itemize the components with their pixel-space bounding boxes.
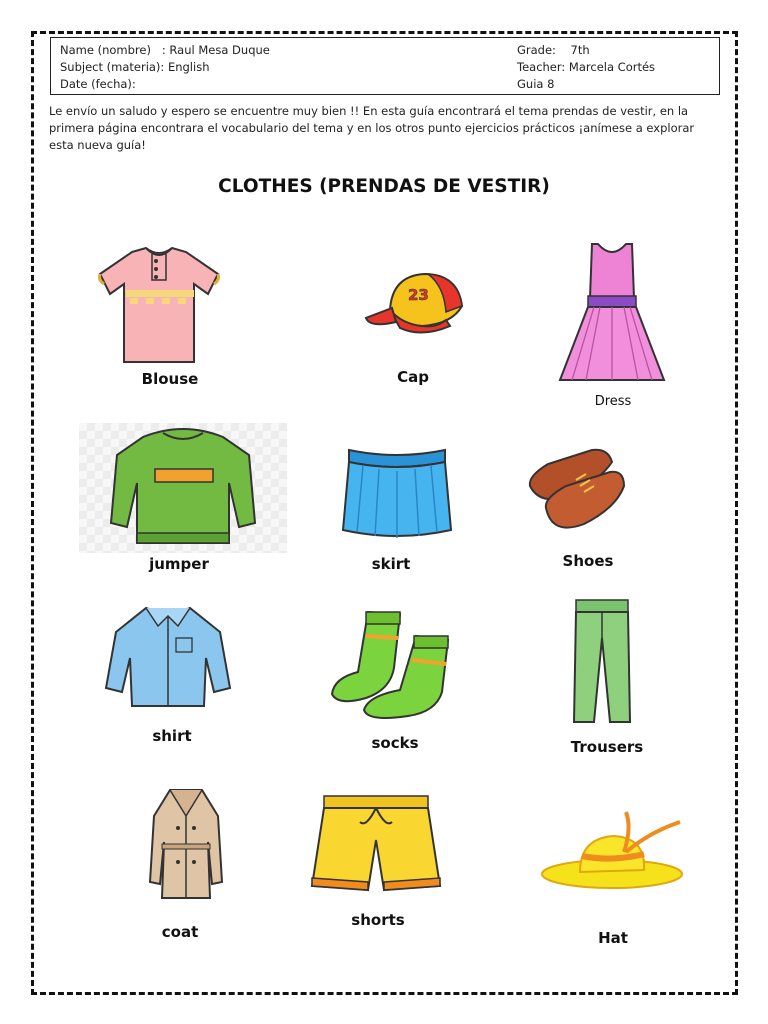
label-trousers: Trousers [570,738,644,756]
label-blouse: Blouse [141,370,199,388]
label-coat: coat [161,923,199,941]
label-dress: Dress [594,394,632,409]
teacher-field: Teacher: Marcela Cortés [517,60,656,74]
coat-icon [148,786,224,902]
cap-icon [362,266,470,340]
shirt-icon [102,602,234,712]
student-info-header [50,37,720,95]
date-field: Date (fecha): [60,77,136,91]
dress-icon [556,240,668,386]
hat-icon [540,808,686,892]
skirt-icon [341,444,453,544]
jumper-icon [79,423,287,553]
label-shorts: shorts [351,911,405,929]
label-socks: socks [371,734,419,752]
label-hat: Hat [598,929,628,947]
shoes-icon [526,446,626,540]
guide-field: Guia 8 [517,77,555,91]
label-shirt: shirt [152,727,192,745]
grade-field: Grade: 7th [517,43,590,57]
label-cap: Cap [397,368,429,386]
page-title: CLOTHES (PRENDAS DE VESTIR) [218,176,550,197]
label-jumper: jumper [149,555,209,573]
name-field: Name (nombre) : Raul Mesa Duque [60,43,270,57]
label-skirt: skirt [371,555,411,573]
label-shoes: Shoes [562,552,614,570]
blouse-icon [94,244,224,370]
shorts-icon [308,792,442,896]
subject-field: Subject (materia): English [60,60,210,74]
intro-paragraph: Le envío un saludo y espero se encuentre muy bien !! En esta guía encontrará el tema prendas de vestir, en la primera página encontrara el vocabulario del tema y en los otros punto ejercicios prácticos ¡anímese a explorar esta nueva guía! [49,104,695,152]
cap-number: 23 [408,286,429,304]
socks-icon [328,608,454,722]
trousers-icon [570,598,634,726]
